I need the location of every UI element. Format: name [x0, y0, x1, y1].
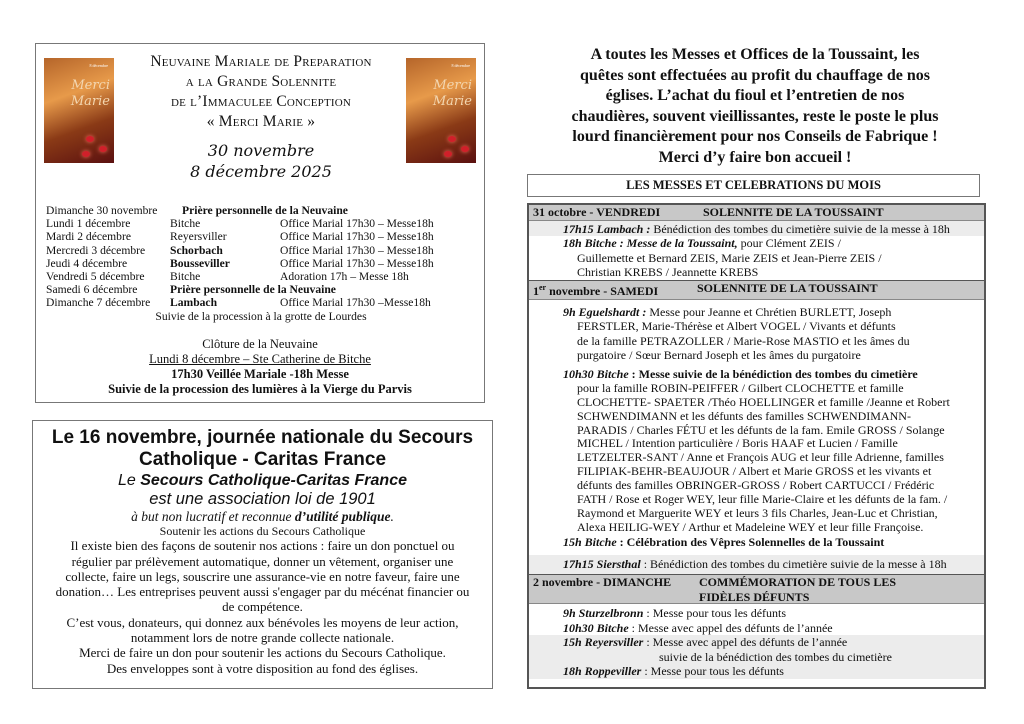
neuvaine-closing	[36, 337, 484, 397]
entry	[529, 664, 984, 679]
closing-title: Clôture de la Neuvaine	[202, 337, 318, 351]
neuvaine-title	[116, 52, 406, 132]
section-date-sup: er	[539, 282, 547, 292]
schedule-row	[46, 204, 476, 217]
day: Lundi 1 décembre	[46, 217, 131, 231]
status-a: à but non lucratif et reconnue	[131, 509, 295, 524]
entry	[529, 535, 984, 556]
toussaint-collection-notice	[520, 45, 990, 168]
entry-line: de la famille PETRAZOLLER / Marie-Rose MASTIO et les âmes du	[577, 333, 910, 348]
schedule-row	[46, 257, 476, 270]
section-header-31-octobre	[529, 205, 984, 221]
schedule-row	[46, 296, 476, 309]
status-c: .	[390, 509, 394, 524]
neuvaine-box	[35, 43, 485, 403]
neuvaine-schedule	[46, 204, 476, 323]
entry-text: : Messe suivie de la bénédiction des tombes du cimetière	[628, 366, 918, 381]
day: Vendredi 5 décembre	[46, 269, 145, 283]
entry-line: PARADIS / Charles FÉTU et les défunts de la fam. Emile GROSS / Solange	[577, 422, 945, 437]
entry-line: FERSTLER, Marie-Thérèse et Albert VOGEL / Vivants et défunts	[577, 319, 896, 334]
entry-line: Raymond et Marguerite WEY et leurs 3 fils Charles, Jean-Luc et Christian,	[577, 506, 938, 520]
place: Bitche	[170, 217, 201, 231]
entry-line: MICHEL / Intention particulière / Boris HAAF et Lucien / Famille	[577, 436, 898, 451]
entry-lead: 9h Eguelshardt :	[563, 304, 647, 319]
image-small-text: 8 décembre	[89, 63, 108, 68]
procession-note	[46, 310, 476, 323]
day: Dimanche 7 décembre	[46, 296, 151, 310]
entry-line: Christian KREBS / Jeannette KREBS	[577, 265, 759, 280]
procession-text: Suivie de la procession à la grotte de Lourdes	[155, 309, 367, 323]
entry-text: : Messe avec appel des défunts de l’année	[628, 620, 833, 635]
notice-line: Merci d’y faire bon accueil !	[658, 148, 852, 166]
entry-lead: 15h Bitche	[563, 534, 617, 549]
closing-time: 17h30 Veillée Mariale -18h Messe	[171, 367, 349, 381]
office: Office Marial 17h30 – Messe18h	[280, 243, 434, 257]
schedule-row	[46, 270, 476, 283]
entry	[529, 555, 984, 574]
entry-line: purgatoire / Sœur Bernard Joseph et les âmes du purgatoire	[577, 348, 861, 363]
calendar-header: LES MESSES ET CELEBRATIONS DU MOIS	[527, 174, 980, 197]
entry-line: suivie de la bénédiction des tombes du cimetière	[659, 649, 892, 664]
entry-line: pour la famille ROBIN-PEIFFER / Gilbert CLOCHETTE et famille	[577, 380, 904, 395]
day: Mercredi 3 décembre	[46, 243, 146, 257]
section-date: 31 octobre - VENDREDI	[533, 205, 661, 219]
entry-lead: 17h15 Siersthal	[563, 557, 641, 572]
secours-line: C’est vous, donateurs, qui donnez aux bénévoles les moyens de leur action,	[66, 614, 459, 630]
entry-line: Guillemette et Bernard ZEIS, Marie ZEIS et Jean-Pierre ZEIS /	[577, 250, 882, 265]
notice-line: A toutes les Messes et Offices de la Toussaint, les	[590, 46, 920, 63]
notice-line: lourd financièrement pour nos Conseils de Fabrique !	[572, 128, 938, 145]
secours-line: Des enveloppes sont à votre disposition au fond des églises.	[106, 660, 419, 676]
title-line: « Merci Marie »	[206, 113, 316, 130]
entry-lead: 18h Roppeviller	[563, 664, 642, 679]
section-title: SOLENNITE DE LA TOUSSAINT	[703, 205, 884, 219]
day: Jeudi 4 décembre	[46, 256, 128, 270]
day: Samedi 6 décembre	[46, 283, 138, 297]
sub-org: Secours Catholique-Caritas France	[140, 472, 407, 489]
entry-line: défunts des familles OBRINGER-GROSS / Robert CARTUCCI / Frédéric	[577, 478, 935, 493]
schedule-row	[46, 283, 476, 296]
office: Adoration 17h – Messe 18h	[280, 269, 409, 283]
secours-line: notamment lors de notre grande collecte nationale.	[130, 630, 395, 646]
entry-line: Alexa HEILIG-WEY / Arthur et Madeleine WEY et leur fille Françoise.	[577, 519, 924, 534]
notice-line: chaudières, souvent vieillissantes, reste le poste le plus	[571, 107, 939, 125]
secours-catholique-box	[32, 420, 493, 689]
office: Office Marial 17h30 –Messe18h	[280, 296, 431, 310]
title-line: Catholique - Caritas France	[138, 449, 387, 470]
entry-line: CLOCHETTE- SPAETER /Théo HOELLINGER et famille /Jeanne et Robert	[577, 394, 950, 409]
date-end: 8 décembre 2025	[190, 162, 332, 181]
notice-line: églises. L’achat du fioul et l’entretien de nos	[605, 87, 905, 104]
section-header-2-novembre	[529, 574, 984, 604]
section-header-1er-novembre	[529, 280, 984, 300]
place: Prière personnelle de la Neuvaine	[170, 283, 336, 297]
entry	[529, 621, 984, 636]
place: Prière personnelle de la Neuvaine	[182, 204, 348, 217]
place: Bitche	[170, 269, 201, 283]
entry-lead: 10h30 Bitche	[563, 366, 629, 381]
section-title: COMMÉMORATION DE TOUS LES	[699, 575, 897, 589]
entry-line: FATH / Rose et Roger WEY, leur fille Marie-Claire et les défunts de la fam. /	[577, 492, 948, 507]
entry	[529, 363, 984, 535]
entry	[529, 221, 984, 237]
entry	[529, 300, 984, 363]
secours-line: régulier par prélèvement automatique, donner un vêtement, organiser une	[71, 553, 454, 569]
secours-line: de compétence.	[222, 599, 303, 615]
date-start: 30 novembre	[207, 141, 315, 160]
image-small-text: 8 décembre	[451, 63, 470, 68]
calendar-box	[527, 203, 986, 689]
entry-text: : Messe pour tous les défunts	[641, 664, 784, 679]
schedule-row	[46, 217, 476, 230]
notice-line: quêtes sont effectuées au profit du chauffage de nos	[580, 66, 930, 84]
section-title: SOLENNITE DE LA TOUSSAINT	[697, 280, 878, 295]
entry-lead: 9h Sturzelbronn	[563, 606, 644, 620]
status-b: d’utilité publique	[294, 509, 391, 524]
entry-lead: 10h30 Bitche	[563, 620, 629, 635]
entry-lead: 15h Reyersviller	[563, 635, 644, 650]
entry-text: : Messe avec appel des défunts de l’année	[643, 635, 848, 650]
secours-subtitle	[33, 471, 492, 490]
section-date: 2 novembre - DIMANCHE	[533, 575, 672, 589]
closing-procession: Suivie de la procession des lumières à la Vierge du Parvis	[108, 382, 412, 396]
entry	[529, 604, 984, 621]
entry-text: : Messe pour tous les défunts	[643, 606, 787, 620]
day: Mardi 2 décembre	[46, 230, 131, 244]
section-date: novembre - SAMEDI	[546, 283, 659, 298]
secours-line: Merci de faire un don pour soutenir les actions du Secours Catholique.	[79, 645, 446, 661]
sub-le: Le	[118, 472, 141, 489]
office: Office Marial 17h30 – Messe18h	[280, 230, 434, 244]
secours-line: donation… Les entreprises peuvent aussi s'engager par du mécénat financier ou	[55, 584, 470, 600]
entry-text: pour Clément ZEIS /	[737, 236, 841, 251]
place: Lambach	[170, 296, 218, 310]
secours-status	[33, 509, 492, 524]
place: Schorbach	[170, 243, 223, 257]
section-title: FIDÈLES DÉFUNTS	[699, 589, 810, 604]
entry-line: FILIPIAK-BEHR-BEAUJOUR / Albert et Marie GROSS et les vivants et	[577, 464, 932, 479]
entry-text: : Célébration des Vêpres Solennelles de la Toussaint	[616, 534, 885, 549]
entry-text: Bénédiction des tombes du cimetière suivie de la messe à 18h	[650, 221, 950, 236]
entry-text: : Bénédiction des tombes du cimetière suivie de la messe à 18h	[640, 557, 947, 572]
title-line: Neuvaine Mariale de Preparation	[150, 53, 372, 70]
entry-line: SCHWENDIMANN et les défunts des familles SCHWENDIMANN-	[577, 408, 911, 423]
image-caption: Merci Marie	[70, 78, 110, 109]
secours-title	[33, 427, 492, 471]
title-line: Le 16 novembre, journée nationale du Secours	[51, 427, 474, 448]
merci-marie-image-right	[406, 58, 476, 163]
day: Dimanche 30 novembre	[46, 204, 158, 217]
schedule-row	[46, 244, 476, 257]
secours-association: est une association loi de 1901	[149, 490, 376, 508]
office: Office Marial 17h30 – Messe18h	[280, 217, 434, 231]
secours-line: collecte, faire un legs, souscrire une assurance-vie en notre faveur, faire une	[65, 568, 460, 584]
entry-line: LETZELTER-SANT / Anne et François AUG et leur fille Adrienne, familles	[577, 450, 944, 465]
entry-text: Messe pour Jeanne et Chrétien BURLETT, Joseph	[646, 304, 892, 319]
secours-line: Soutenir les actions du Secours Catholique	[159, 524, 366, 539]
entry	[529, 236, 984, 280]
neuvaine-dates	[116, 140, 406, 182]
entry	[529, 635, 984, 664]
schedule-row	[46, 230, 476, 243]
merci-marie-image-left	[44, 58, 114, 163]
place: Bousseviller	[170, 256, 230, 270]
closing-date: Lundi 8 décembre – Ste Catherine de Bitche	[149, 352, 371, 366]
title-line: de l’Immaculee Conception	[170, 93, 352, 110]
image-caption: Merci Marie	[432, 78, 472, 109]
entry-lead: 17h15 Lambach :	[563, 221, 651, 236]
secours-line: Il existe bien des façons de soutenir nos actions : faire un don ponctuel ou	[70, 538, 455, 554]
entry-lead: 18h Bitche : Messe de la Toussaint,	[563, 236, 738, 251]
place: Reyersviller	[170, 230, 227, 244]
section-date: 1	[533, 283, 539, 298]
office: Office Marial 17h30 – Messe18h	[280, 256, 434, 270]
title-line: a la Grande Solennite	[185, 73, 337, 90]
